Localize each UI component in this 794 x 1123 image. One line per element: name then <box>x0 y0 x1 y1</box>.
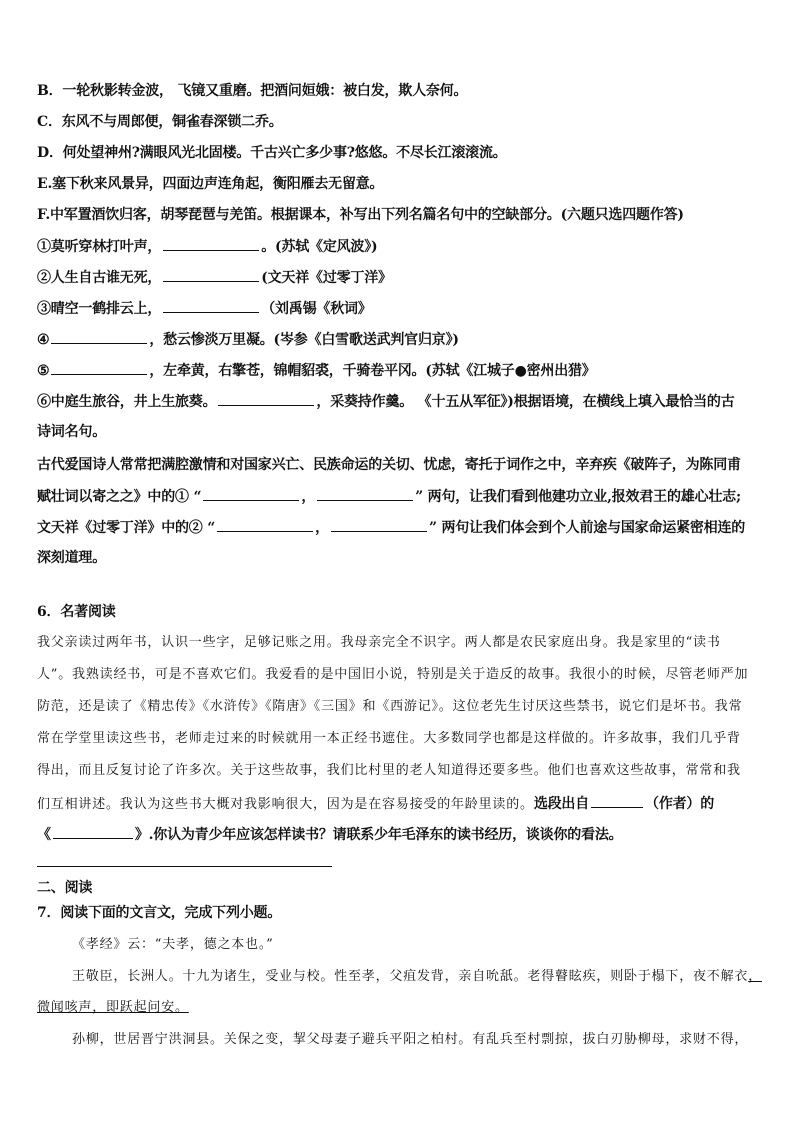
classical-line-2-text: 微闻咳声，即跃起问安。 <box>37 1000 189 1015</box>
classical-quote: 《孝经》云：“夫孝，德之本也。” <box>72 937 274 952</box>
answer-blank[interactable] <box>218 391 314 406</box>
answer-blank[interactable] <box>163 267 259 282</box>
answer-blank[interactable] <box>51 360 147 375</box>
author-label: （作者）的 <box>645 796 715 812</box>
option-f: F.中军置酒饮归客，胡琴琵琶与羌笛。根据课本，补写出下列名篇名句中的空缺部分。(六题只选四题作答) <box>37 207 684 223</box>
fill-item-3-suffix: （刘禹锡《秋词》 <box>261 301 372 317</box>
answer-blank[interactable] <box>203 486 299 501</box>
fill-item-4-suffix: ，愁云惨淡万里凝。(岑参《白雪歌送武判官归京》) <box>149 332 459 348</box>
fill-item-2-prefix: ②人生自古谁无死， <box>37 270 162 286</box>
context-line-3-a: 文天祥《过零丁洋》中的② “ <box>37 520 216 536</box>
option-e: E.塞下秋来风景异，四面边声连角起，衡阳雁去无留意。 <box>37 176 384 192</box>
passage-line-6 <box>37 793 714 815</box>
divider <box>37 866 332 867</box>
passage-line-1: 我父亲读过两年书，认识一些字，足够记账之用。我母亲完全不识字。两人都是农民家庭出身。我是家里的“读书 <box>37 635 721 650</box>
fill-item-2-suffix: (文天祥《过零丁洋》 <box>261 270 392 286</box>
fill-item-4-prefix: ④ <box>37 332 50 348</box>
classical-line-2 <box>37 998 189 1018</box>
passage-line-6-text: 们互相讲述。我认为这些书大概对我影响很大，因为是在容易接受的年龄里读的。 <box>37 797 534 812</box>
passage-line-2: 人”。我熟读经书，可是不喜欢它们。我爱看的是中国旧小说，特别是关于造反的故事。我很小的时候，尽管老师严加 <box>37 667 749 682</box>
question-7: 7．阅读下面的文言文，完成下列小题。 <box>37 905 282 921</box>
passage-line-4: 常在学堂里读这些书，老师走过来的时候就用一本正经书遮住。大多数同学也都是这样做的。许多故事，我们几乎背 <box>37 731 741 746</box>
fill-item-6-prefix: ⑥中庭生旅谷，井上生旅葵。 <box>37 394 217 410</box>
context-line-1: 古代爱国诗人常常把满腔激情和对国家兴亡、民族命运的关切、忧虑，寄托于词作之中，辛弃疾《破阵子，为陈同甫 <box>37 457 741 473</box>
classical-line-1-text: 王敬臣，长洲人。十九为诸生，受业与校。性至孝，父疽发背，亲自吮舐。老得瞽眩疾，则卧于榻下，夜不解衣 <box>72 969 749 984</box>
context-line-3-b: ， <box>315 520 329 536</box>
classical-line-1-mark: ， <box>748 969 763 984</box>
answer-blank[interactable] <box>331 517 427 532</box>
answer-blank[interactable] <box>163 236 259 251</box>
context-line-2-b: ， <box>301 489 316 505</box>
fill-item-3-prefix: ③晴空一鹤排云上， <box>37 301 162 317</box>
fill-item-3 <box>37 298 372 319</box>
answer-blank[interactable] <box>317 486 413 501</box>
context-line-4: 深刻道理。 <box>37 550 106 566</box>
fill-item-6-continued: 诗词名句。 <box>37 424 106 440</box>
context-line-2-c: ” 两句，让我们看到他建功立业,报效君王的雄心壮志; <box>415 489 741 505</box>
fill-item-6-suffix: ，采葵持作羹。 《十五从军征》)根据语境，在横线上填入最恰当的古 <box>316 394 735 410</box>
book-open-bracket: 《 <box>37 827 51 843</box>
context-line-3-c: ” 两句让我们体会到个人前途与国家命运紧密相连的 <box>428 520 746 536</box>
answer-blank[interactable] <box>217 517 313 532</box>
book-title-blank[interactable] <box>53 824 133 839</box>
passage-line-3: 防范，还是读了《精忠传》《水浒传》《隋唐》《三国》和《西游记》。这位老先生讨厌这些禁书，说它们是坏书。我常 <box>37 699 743 714</box>
fill-item-5-prefix: ⑤ <box>37 363 50 379</box>
fill-item-1-suffix: 。(苏轼《定风波》) <box>261 239 378 255</box>
option-d: D．何处望神州?满眼风光北固楼。千古兴亡多少事?悠悠。不尽长江滚滚流。 <box>37 145 507 161</box>
fill-item-5 <box>37 360 596 381</box>
question-text: 》.你认为青少年应该怎样读书？请联系少年毛泽东的读书经历，谈谈你的看法。 <box>134 827 623 843</box>
context-line-2-a: 赋壮词以寄之之》中的① “ <box>37 489 202 505</box>
fill-item-5-suffix: ，左牵黄，右擎苍，锦帽貂裘，千骑卷平冈。(苏轼《江城子●密州出猎》 <box>149 363 596 379</box>
fill-item-1-prefix: ①莫听穿林打叶声， <box>37 239 162 255</box>
section-2-heading: 二、阅读 <box>37 880 93 896</box>
option-c: C．东风不与周郎便，铜雀春深锁二乔。 <box>37 114 283 130</box>
question-line <box>37 824 623 845</box>
fill-item-4 <box>37 329 459 350</box>
classical-line-1 <box>72 967 762 987</box>
section-6-heading: 6．名著阅读 <box>37 604 116 620</box>
answer-blank[interactable] <box>163 298 259 313</box>
fill-item-1 <box>37 236 377 257</box>
option-b: B．一轮秋影转金波， 飞镜又重磨。把酒问姮娥：被白发，欺人奈何。 <box>37 83 468 99</box>
context-line-3 <box>37 517 745 538</box>
passage-line-5: 得出，而且反复讨论了许多次。关于这些故事，我们比村里的老人知道得还要多些。他们也喜欢这些故事，常常和我 <box>37 763 741 778</box>
fill-item-6 <box>37 391 735 412</box>
classical-line-3: 孙柳，世居晋宁洪洞县。关保之变，挈父母妻子避兵平阳之柏村。有乱兵至村剽掠，拔白刃胁柳母，求财不得， <box>72 1032 749 1047</box>
answer-blank[interactable] <box>51 329 147 344</box>
context-line-2 <box>37 486 741 507</box>
fill-item-2 <box>37 267 392 288</box>
source-prompt: 选段出自 <box>533 796 590 812</box>
author-blank[interactable] <box>591 793 643 808</box>
